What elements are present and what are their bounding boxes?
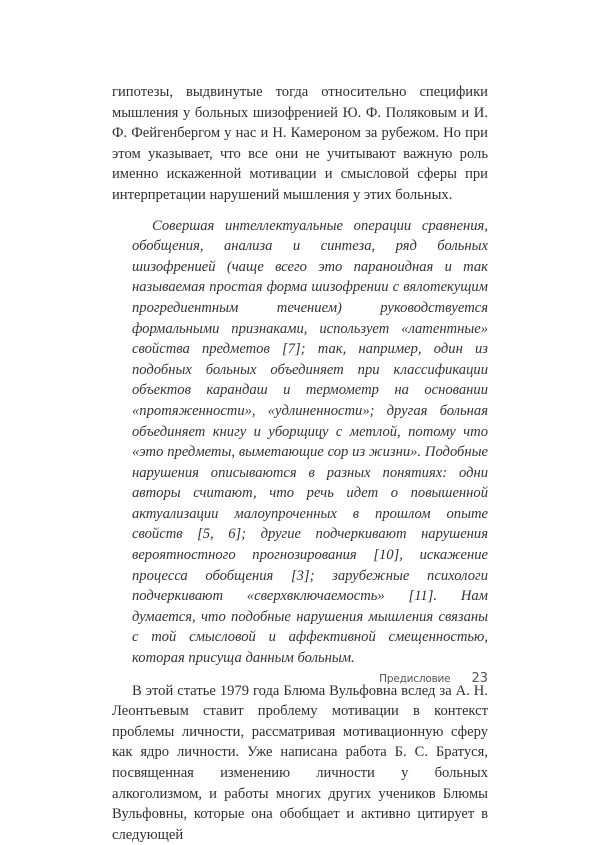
page-number: 23 [471, 671, 488, 686]
italic-quote-block: Совершая интеллектуальные операции сравнения, обобщения, анализа и синтеза, ряд больных шизофренией (чаще всего это параноидная и так называемая простая форма шизофрении с вялотекущим прогредиентным течением) руководствуется формальными признаками, использует «латентные» свойства предметов [7]; так, например, один из подобных больных объединяет при классификации объектов карандаш и термометр на основании «протяженности», «удлиненности»; другая больная объединяет книгу и уборщицу с метлой, потому что «это предметы, выметающие сор из жизни». Подобные нарушения описываются в разных понятиях: одни авторы считают, что речь идет о повышенной актуализации малоупроченных в прошлом опыте свойств [5, 6]; другие подчеркивают нарушения вероятностного прогнозирования [10], искажение процесса обобщения [3]; зарубежные психологи подчеркивают «сверхвключаемость» [11]. Нам думается, что подобные нарушения мышления связаны с той смысловой и аффективной смещенностью, которая присуща данным больным. [132, 217, 488, 667]
running-head: Предисловие [379, 673, 451, 685]
paragraph-indented: В этой статье 1979 года Блюма Вульфовна вслед за А. Н. Леонтьевым ставит проблему мотивации в контекст проблемы личности, рассматривая мотивационную сферу как ядро личности. Уже написана работа Б. С. Братуся, посвященная изменению личности у больных алкоголизмом, и работы многих других учеников Блюмы Вульфовны, которые она обобщает и активно цитирует в следующей [112, 682, 488, 843]
text-column [112, 82, 488, 845]
page-footer [380, 671, 488, 686]
paragraph-continued: гипотезы, выдвинутые тогда относительно специфики мышления у больных шизофренией Ю. Ф. Поляковым и И. Ф. Фейгенбергом у нас и Н. Камероном за рубежом. Но при этом указывает, что все они не учитывают важную роль именно искаженной мотивации и смысловой сферы при интерпретации нарушений мышления у этих больных. [112, 84, 488, 203]
